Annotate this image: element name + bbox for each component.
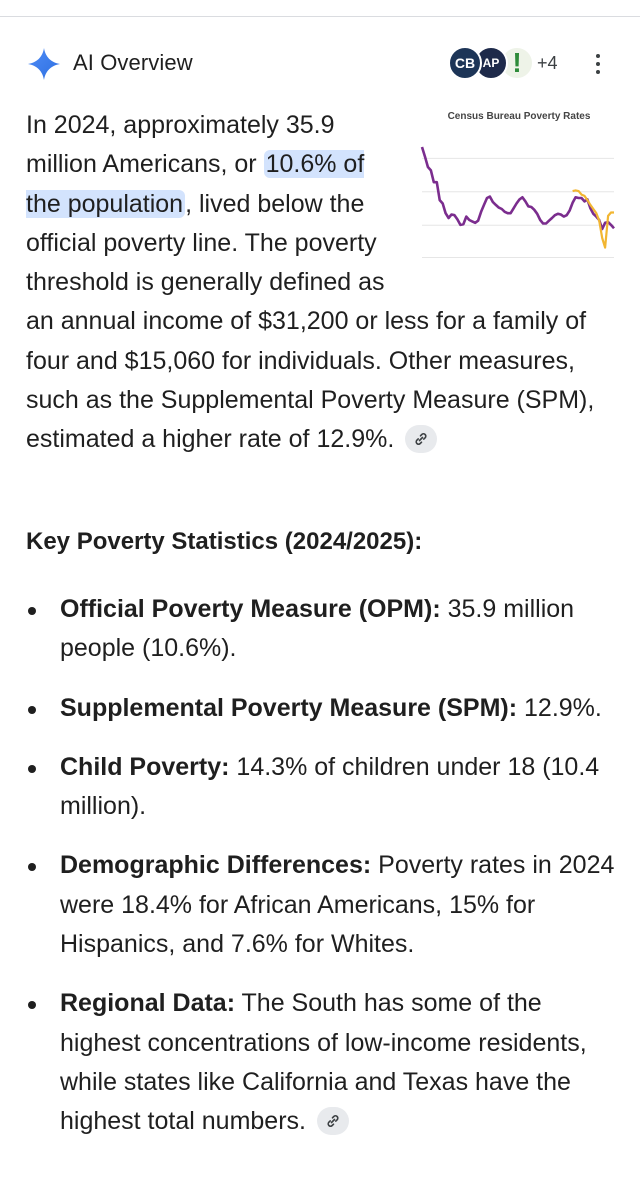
more-sources-count[interactable]: +4 — [537, 53, 558, 73]
link-icon — [325, 1113, 341, 1129]
poverty-rate-chart — [414, 128, 624, 268]
key-stats-heading: Key Poverty Statistics (2024/2025): — [26, 528, 423, 555]
ai-overview-header — [26, 44, 616, 84]
stat-text: 35.9 million people (10.6%). — [60, 595, 575, 663]
stat-label: Regional Data: — [60, 989, 236, 1018]
chart-series-line-0 — [422, 147, 614, 229]
bullet — [28, 765, 36, 773]
bullet — [28, 706, 36, 714]
chart-title: Census Bureau Poverty Rates — [447, 111, 591, 122]
intro-highlight[interactable]: 10.6% of the population — [26, 150, 365, 218]
stat-text: The South has some of the highest concentrations of low-income residents, while states like California and Texas have the highest total numbers. — [60, 989, 587, 1136]
stat-label: Supplemental Poverty Measure (SPM): — [60, 693, 518, 722]
stat-label: Child Poverty: — [60, 752, 230, 781]
gemini-sparkle-icon — [26, 46, 62, 82]
top-divider — [0, 16, 640, 17]
intro-text-2: , lived below the official poverty line. The poverty threshold is generally defined as an annual income of $31,200 or less for a family of four and $15,060 for individuals. Other measures, such as the Supplemental Poverty Measure (SPM), estimated a higher rate of 12.9%. — [26, 189, 595, 454]
source-link-chip[interactable] — [405, 425, 437, 453]
poverty-chart-thumbnail[interactable] — [414, 106, 624, 276]
link-icon — [413, 431, 429, 447]
stat-label: Demographic Differences: — [60, 851, 372, 880]
ai-overview-title: AI Overview — [73, 50, 193, 75]
source-avatars[interactable] — [448, 44, 538, 84]
stat-text: Poverty rates in 2024 were 18.4% for African Americans, 15% for Hispanics, and 7.6% for Whites. — [60, 851, 615, 959]
stat-text: 12.9%. — [517, 693, 602, 722]
list-item — [26, 689, 616, 728]
list-item — [26, 590, 616, 669]
stat-text: 14.3% of children under 18 (10.4 million). — [60, 752, 600, 821]
key-stats-list — [26, 590, 616, 1162]
source-avatar-exclaim[interactable]: ! — [500, 46, 534, 80]
intro-paragraph — [26, 106, 616, 460]
intro-text-1: In 2024, approximately 35.9 million Americans, or — [26, 111, 335, 179]
source-avatar-ap[interactable]: AP — [474, 46, 508, 80]
source-link-chip[interactable] — [317, 1107, 349, 1135]
bullet — [28, 607, 36, 615]
more-options-icon[interactable] — [590, 50, 606, 78]
list-item — [26, 984, 616, 1141]
list-item — [26, 748, 616, 827]
bullet — [28, 863, 36, 871]
list-item — [26, 846, 616, 964]
stat-label: Official Poverty Measure (OPM): — [60, 595, 441, 623]
source-avatar-cb[interactable]: CB — [448, 46, 482, 80]
bullet — [28, 1001, 36, 1009]
